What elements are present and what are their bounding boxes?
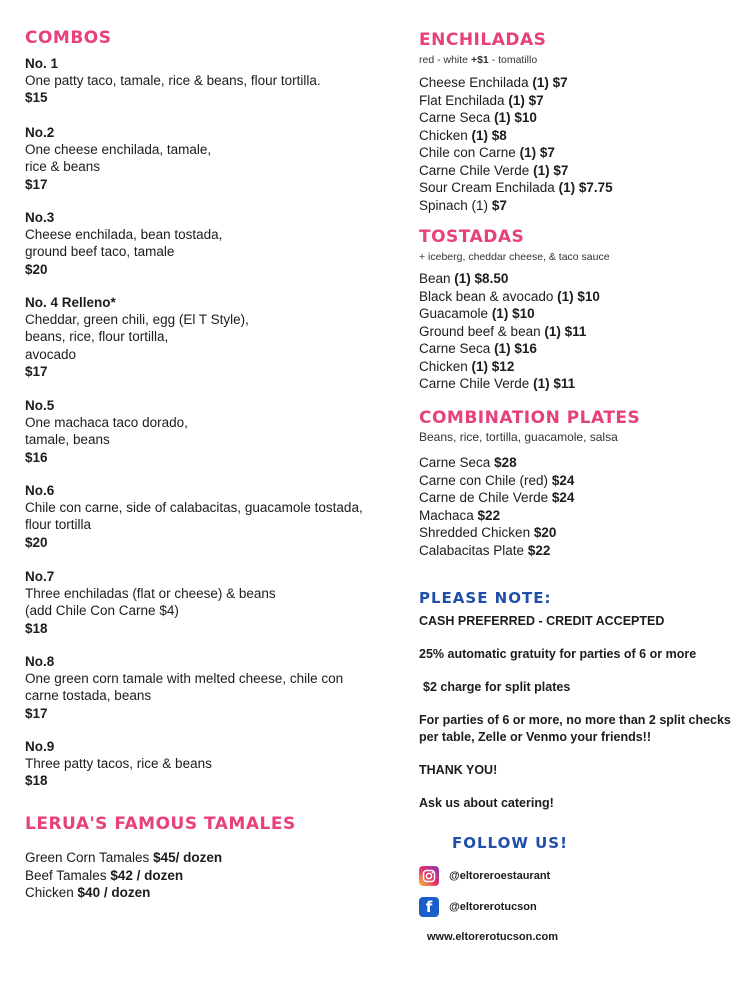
combination-plates-includes: Beans, rice, tortilla, guacamole, salsa [419, 430, 618, 444]
enchiladas-sauce-options [419, 54, 537, 66]
combo-number: No.6 [25, 483, 55, 498]
payment-note: CASH PREFERRED - CREDIT ACCEPTED [419, 614, 665, 628]
list-item [419, 507, 574, 525]
item-price: (1) $7 [532, 75, 568, 90]
item-price: $20 [533, 525, 557, 540]
item-name: Carne Seca [419, 110, 491, 125]
combo-price: $20 [25, 261, 48, 277]
combo-price: $17 [25, 176, 48, 192]
item-name: Carne Seca [419, 455, 491, 470]
item-price: (1) $10 [494, 110, 537, 125]
combo-item [25, 124, 375, 193]
list-item [419, 144, 613, 162]
combo-item [25, 568, 375, 637]
list-item [419, 270, 600, 288]
item-price: $42 / dozen [110, 867, 184, 883]
gratuity-note: 25% automatic gratuity for parties of 6 or more [419, 647, 697, 661]
facebook-icon: f [419, 897, 439, 917]
item-name: Carne de Chile Verde [419, 490, 549, 505]
item-price: $22 [477, 507, 501, 523]
split-charge-note: $2 charge for split plates [423, 680, 571, 694]
list-item [419, 288, 600, 306]
combo-item [25, 482, 375, 551]
list-item [419, 375, 600, 393]
facebook-handle[interactable]: @eltorerotucson [449, 901, 537, 913]
combo-price: $17 [25, 363, 48, 379]
combo-description: One green corn tamale with melted cheese, chile con carne tostada, beans [25, 671, 344, 704]
list-item [419, 162, 613, 180]
combo-description: One machaca taco dorado, tamale, beans [25, 415, 188, 448]
item-name: Chicken [419, 358, 468, 374]
combo-number: No.8 [25, 654, 55, 669]
split-checks-note: For parties of 6 or more, no more than 2 split checks per table, Zelle or Venmo your friends!! [419, 713, 731, 744]
combo-item [25, 738, 375, 790]
list-item [419, 542, 574, 560]
sauce-upcharge: +$1 [470, 54, 489, 66]
combo-number: No.5 [25, 398, 55, 413]
combos-heading: COMBOS [25, 28, 112, 48]
combo-price: $15 [25, 90, 48, 106]
list-item [25, 884, 222, 902]
catering-note: Ask us about catering! [419, 796, 554, 810]
combo-item [25, 653, 375, 722]
item-name: Flat Enchilada [419, 92, 505, 108]
thank-you-note: THANK YOU! [419, 763, 498, 777]
list-item [419, 454, 574, 472]
item-name: Shredded Chicken [419, 525, 531, 540]
instagram-link[interactable] [419, 865, 550, 887]
facebook-link[interactable] [419, 896, 537, 918]
item-name: Green Corn Tamales [25, 850, 150, 865]
list-item [419, 323, 600, 341]
combo-item [25, 55, 375, 107]
item-price: $22 [527, 542, 551, 558]
item-name: Calabacitas Plate [419, 542, 525, 558]
combo-description: One patty taco, tamale, rice & beans, flour tortilla. [25, 73, 321, 89]
item-name: Guacamole [419, 306, 489, 321]
tostadas-heading: TOSTADAS [419, 227, 525, 247]
sauce-options-prefix: red - white [419, 54, 471, 66]
enchiladas-heading: ENCHILADAS [419, 30, 547, 50]
item-name: Cheese Enchilada [419, 75, 529, 90]
item-name: Sour Cream Enchilada [419, 180, 555, 195]
combo-item [25, 209, 375, 278]
combo-description: Cheddar, green chili, egg (El T Style), beans, rice, flour tortilla, avocado [25, 312, 249, 362]
list-item [419, 340, 600, 358]
item-price: (1) $16 [494, 341, 537, 356]
tamales-heading: LERUA'S FAMOUS TAMALES [25, 814, 296, 834]
combo-number: No.2 [25, 125, 55, 140]
sauce-options-suffix: - tomatillo [488, 54, 538, 66]
combination-plates-heading: COMBINATION PLATES [419, 408, 641, 428]
item-name: Chicken [25, 885, 74, 900]
list-item [419, 179, 613, 197]
item-price: (1) $7.75 [558, 180, 613, 195]
combo-description: Chile con carne, side of calabacitas, guacamole tostada, flour tortilla [25, 500, 363, 533]
item-price: (1) $8.50 [454, 271, 509, 286]
item-name: Carne Chile Verde [419, 376, 534, 391]
list-item [419, 127, 613, 145]
combo-price: $18 [25, 773, 48, 789]
combo-item [25, 397, 375, 466]
item-price: $24 [551, 472, 575, 488]
combo-price: $20 [25, 534, 48, 550]
combo-description: Cheese enchilada, bean tostada, ground beef taco, tamale [25, 227, 223, 260]
item-name: Bean [419, 271, 451, 286]
item-price: (1) $12 [471, 358, 515, 374]
item-price: (1) $7 [508, 92, 544, 108]
item-price: $24 [551, 490, 575, 505]
please-note-heading: PLEASE NOTE: [419, 589, 552, 607]
list-item [25, 867, 222, 885]
list-item [419, 92, 613, 110]
combo-description: Three enchiladas (flat or cheese) & beans (add Chile Con Carne $4) [25, 586, 276, 619]
item-name: Chicken [419, 127, 468, 143]
list-item [419, 197, 613, 215]
website-link[interactable]: www.eltorerotucson.com [427, 931, 559, 943]
item-name: Carne con Chile (red) [419, 472, 549, 488]
combo-price: $18 [25, 620, 48, 636]
combo-description: Three patty tacos, rice & beans [25, 756, 212, 772]
follow-us-heading: FOLLOW US! [452, 834, 568, 852]
item-name: Carne Seca [419, 341, 491, 356]
item-name: Spinach (1) [419, 197, 489, 213]
list-item [419, 358, 600, 376]
item-price: (1) $7 [533, 162, 569, 178]
item-price: $40 / dozen [77, 885, 151, 900]
list-item [419, 489, 574, 507]
item-price: (1) $11 [533, 376, 576, 391]
item-name: Chile con Carne [419, 145, 516, 160]
combo-number: No. 1 [25, 56, 59, 71]
item-price: $45/ dozen [153, 850, 223, 865]
item-price: (1) $11 [544, 323, 587, 339]
combo-item [25, 294, 375, 380]
list-item [419, 472, 574, 490]
item-name: Black bean & avocado [419, 288, 554, 304]
item-price: $7 [491, 197, 507, 213]
enchiladas-list [419, 74, 613, 214]
item-price: (1) $7 [519, 145, 555, 160]
item-price: (1) $10 [491, 306, 535, 321]
list-item [419, 305, 600, 323]
instagram-handle[interactable]: @eltoreroestaurant [449, 870, 551, 882]
item-name: Beef Tamales [25, 867, 107, 883]
list-item [419, 74, 613, 92]
combo-number: No.3 [25, 210, 55, 225]
combo-number: No. 4 Relleno* [25, 295, 116, 310]
item-price: (1) $10 [557, 288, 600, 304]
combo-number: No.7 [25, 569, 55, 584]
instagram-icon [419, 866, 439, 886]
list-item [25, 849, 222, 867]
item-name: Carne Chile Verde [419, 162, 530, 178]
combo-description: One cheese enchilada, tamale, rice & beans [25, 142, 212, 175]
item-price: $28 [494, 455, 517, 470]
combo-number: No.9 [25, 739, 55, 754]
combo-price: $17 [25, 705, 48, 721]
combination-plates-list [419, 454, 574, 559]
tostadas-list [419, 270, 600, 393]
tostadas-toppings: + iceberg, cheddar cheese, & taco sauce [419, 251, 610, 263]
combo-price: $16 [25, 449, 48, 465]
tamales-list [25, 849, 222, 902]
item-name: Machaca [419, 507, 474, 523]
list-item [419, 524, 574, 542]
item-name: Ground beef & bean [419, 323, 541, 339]
item-price: (1) $8 [471, 127, 507, 143]
list-item [419, 109, 613, 127]
